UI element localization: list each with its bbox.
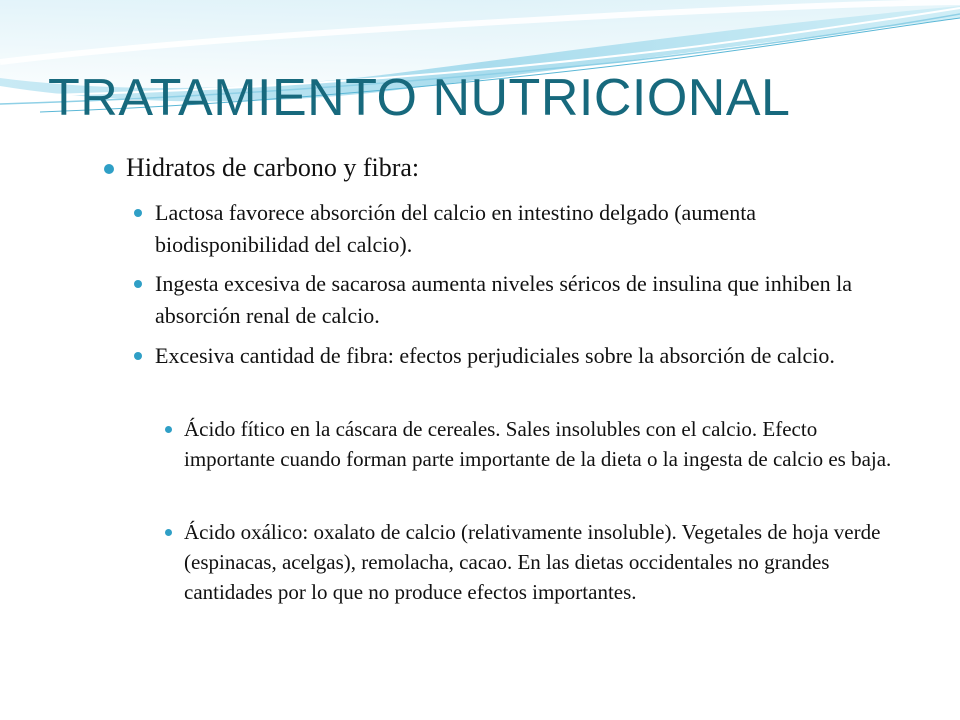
- slide-title: TRATAMIENTO NUTRICIONAL: [48, 69, 791, 127]
- bullet-text: Ácido oxálico: oxalato de calcio (relativamente insoluble). Vegetales de hoja verde (espinacas, acelgas), remolacha, cacao. En las dietas occidentales no grandes cantidades por lo que no produce efectos importantes.: [184, 520, 881, 604]
- bullet-text: Lactosa favorece absorción del calcio en intestino delgado (aumenta biodisponibilidad del calcio).: [155, 200, 757, 257]
- bullet-dot-icon: [165, 529, 172, 536]
- bullet-item-level2: [155, 197, 855, 261]
- bullet-dot-icon: [165, 426, 172, 433]
- bullet-text: Ingesta excesiva de sacarosa aumenta niveles séricos de insulina que inhiben la absorción renal de calcio.: [155, 271, 853, 328]
- bullet-dot-icon: [134, 209, 142, 217]
- bullet-item-level1: [126, 151, 546, 185]
- bullet-item-level3: [184, 414, 904, 474]
- bullet-item-level2: [155, 340, 855, 372]
- bullet-text: Ácido fítico en la cáscara de cereales. Sales insolubles con el calcio. Efecto importante cuando forman parte importante de la dieta o la ingesta de calcio es baja.: [184, 417, 892, 471]
- bullet-text: Excesiva cantidad de fibra: efectos perjudiciales sobre la absorción de calcio.: [155, 343, 835, 368]
- bullet-item-level3: [184, 517, 904, 607]
- bullet-text: Hidratos de carbono y fibra:: [126, 153, 420, 182]
- bullet-item-level2: [155, 268, 855, 332]
- bullet-dot-icon: [104, 164, 114, 174]
- bullet-dot-icon: [134, 352, 142, 360]
- bullet-dot-icon: [134, 280, 142, 288]
